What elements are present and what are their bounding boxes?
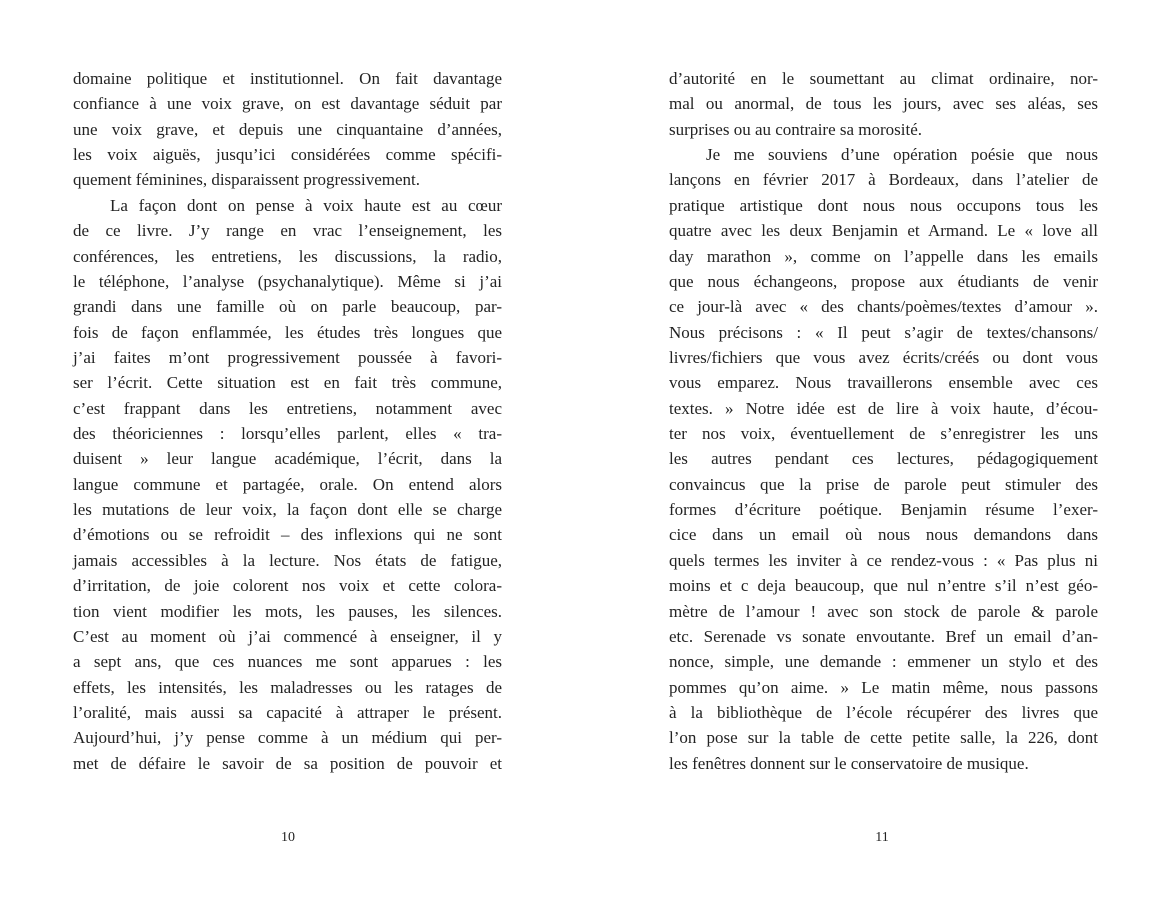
text-line: grandi dans une famille où on parle beaucoup, par- xyxy=(73,297,502,317)
text-line: ce jour-là avec « des chants/poèmes/textes d’amour ». xyxy=(669,297,1098,317)
text-line: pommes qu’on aime. » Le matin même, nous passons xyxy=(669,677,1098,697)
text-line: jamais accessibles à la lecture. Nos états de fatigue, xyxy=(73,550,502,570)
text-line: fois de façon enflammée, les études très longues que xyxy=(73,322,502,342)
text-line: cice dans un email où nous nous demandons dans xyxy=(669,525,1098,545)
text-line: l’oralité, mais aussi sa capacité à attraper le présent. xyxy=(73,702,502,722)
left-page-text xyxy=(73,66,502,776)
text-line: textes. » Notre idée est de lire à voix haute, d’écou- xyxy=(669,398,1098,418)
text-line: mètre de l’amour ! avec son stock de parole & parole xyxy=(669,601,1098,621)
page-number-right: 11 xyxy=(875,830,889,845)
text-line: etc. Serenade vs sonate envoutante. Bref un email d’an- xyxy=(669,626,1098,646)
text-line: moins et c deja beaucoup, que nul n’entre s’il n’est géo- xyxy=(669,576,1098,596)
text-line: livres/fichiers que vous avez écrits/créés ou dont vous xyxy=(669,347,1098,367)
text-line: effets, les intensités, les maladresses ou les ratages de xyxy=(73,677,502,697)
text-line: conférences, les entretiens, les discussions, la radio, xyxy=(73,246,502,266)
text-line: C’est au moment où j’ai commencé à enseigner, il y xyxy=(73,626,502,646)
text-line: Nous précisons : « Il peut s’agir de textes/chansons/ xyxy=(669,322,1098,342)
text-line: quement féminines, disparaissent progressivement. xyxy=(73,170,420,190)
text-line: Je me souviens d’une opération poésie que nous xyxy=(706,145,1098,165)
text-line: pratique artistique dont nous nous occupons tous les xyxy=(669,195,1098,215)
text-line: c’est frappant dans les entretiens, notamment avec xyxy=(73,398,502,418)
text-line: ser l’écrit. Cette situation est en fait très commune, xyxy=(73,373,502,393)
text-line: duisent » leur langue académique, l’écrit, dans la xyxy=(73,449,502,469)
text-line: l’on pose sur la table de cette petite salle, la 226, dont xyxy=(669,728,1098,748)
text-line: les mutations de leur voix, la façon dont elle se charge xyxy=(73,500,502,520)
right-page-text xyxy=(669,66,1098,776)
text-line: tion vient modifier les mots, les pauses, les silences. xyxy=(73,601,502,621)
text-line: le téléphone, l’analyse (psychanalytique). Même si j’ai xyxy=(73,271,502,291)
text-line: ter nos voix, éventuellement de s’enregistrer les uns xyxy=(669,424,1098,444)
text-line: a sept ans, que ces nuances me sont apparues : les xyxy=(73,652,502,672)
text-line: domaine politique et institutionnel. On fait davantage xyxy=(73,69,502,88)
text-line: langue commune et partagée, orale. On entend alors xyxy=(73,474,502,494)
text-line: j’ai faites m’ont progressivement poussée à favori- xyxy=(73,347,502,367)
text-line: les voix aiguës, jusqu’ici considérées comme spécifi- xyxy=(73,145,502,165)
text-line: formes d’écriture poétique. Benjamin résume l’exer- xyxy=(669,500,1098,520)
text-line: day marathon », comme on l’appelle dans les emails xyxy=(669,246,1098,266)
text-line: convaincus que la prise de parole peut stimuler des xyxy=(669,474,1098,494)
text-line: de ce livre. J’y range en vrac l’enseignement, les xyxy=(73,221,502,241)
text-line: surprises ou au contraire sa morosité. xyxy=(669,119,923,139)
text-line: d’autorité en le soumettant au climat ordinaire, nor- xyxy=(669,69,1098,88)
text-line: d’irritation, de joie colorent nos voix et cette colora- xyxy=(73,576,502,596)
text-line: que nous échangeons, propose aux étudiants de venir xyxy=(669,271,1098,291)
text-line: vous emparez. Nous travaillerons ensemble avec ces xyxy=(669,373,1098,393)
text-line: une voix grave, et depuis une cinquantaine d’années, xyxy=(73,119,502,139)
text-line: La façon dont on pense à voix haute est au cœur xyxy=(110,195,502,215)
text-line: les autres pendant ces lectures, pédagogiquement xyxy=(669,449,1098,469)
text-line: nonce, simple, une demande : emmener un stylo et des xyxy=(669,652,1098,672)
text-line: Aujourd’hui, j’y pense comme à un médium qui per- xyxy=(73,728,502,748)
text-line: quels termes les inviter à ce rendez-vous : « Pas plus ni xyxy=(669,550,1098,570)
page-number-left: 10 xyxy=(281,830,295,845)
text-line: des théoriciennes : lorsqu’elles parlent, elles « tra- xyxy=(73,424,502,444)
text-line: les fenêtres donnent sur le conservatoire de musique. xyxy=(669,753,1029,773)
text-line: quatre avec les deux Benjamin et Armand. Le « love all xyxy=(669,221,1098,241)
text-line: lançons en février 2017 à Bordeaux, dans l’atelier de xyxy=(669,170,1098,190)
text-line: d’émotions ou se refroidit – des inflexions qui ne sont xyxy=(73,525,502,545)
text-line: mal ou anormal, de tous les jours, avec ses aléas, ses xyxy=(669,94,1098,114)
text-line: met de défaire le savoir de sa position de pouvoir et xyxy=(73,753,502,773)
text-line: à la bibliothèque de l’école récupérer des livres que xyxy=(669,702,1098,722)
text-line: confiance à une voix grave, on est davantage séduit par xyxy=(73,94,502,114)
